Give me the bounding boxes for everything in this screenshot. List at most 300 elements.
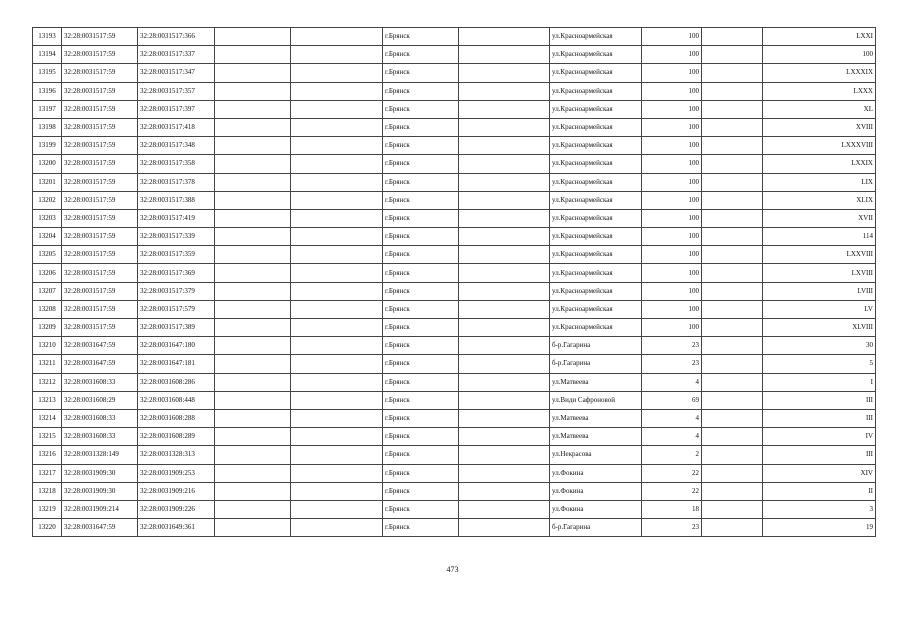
- city-cell: г.Брянск: [383, 191, 459, 209]
- house-number-cell: 4: [642, 373, 702, 391]
- city-cell: г.Брянск: [383, 482, 459, 500]
- building-number-cell: 32:28:0031909:253: [138, 464, 215, 482]
- empty-cell: [291, 319, 383, 337]
- parcel-number-cell: 32:28:0031608:33: [62, 373, 138, 391]
- empty-cell: [459, 246, 550, 264]
- city-cell: г.Брянск: [383, 246, 459, 264]
- table-row: [33, 519, 876, 537]
- empty-cell: [459, 446, 550, 464]
- building-number-cell: 32:28:0031328:313: [138, 446, 215, 464]
- house-number-cell: 4: [642, 409, 702, 427]
- table-body: [33, 28, 876, 537]
- row-id-cell: 13218: [33, 482, 62, 500]
- room-number-cell: LXVIII: [763, 264, 876, 282]
- row-id-cell: 13199: [33, 137, 62, 155]
- row-id-cell: 13207: [33, 282, 62, 300]
- row-id-cell: 13210: [33, 337, 62, 355]
- empty-cell: [459, 300, 550, 318]
- row-id-cell: 13198: [33, 118, 62, 136]
- street-cell: ул.Фокина: [550, 482, 642, 500]
- parcel-number-cell: 32:28:0031608:29: [62, 391, 138, 409]
- house-number-cell: 100: [642, 82, 702, 100]
- city-cell: г.Брянск: [383, 209, 459, 227]
- empty-cell: [459, 82, 550, 100]
- parcel-number-cell: 32:28:0031517:59: [62, 282, 138, 300]
- empty-cell: [215, 228, 291, 246]
- empty-cell: [459, 409, 550, 427]
- parcel-number-cell: 32:28:0031517:59: [62, 264, 138, 282]
- building-number-cell: 32:28:0031517:348: [138, 137, 215, 155]
- empty-cell: [215, 82, 291, 100]
- empty-cell: [459, 28, 550, 46]
- parcel-number-cell: 32:28:0031517:59: [62, 100, 138, 118]
- empty-cell: [291, 191, 383, 209]
- parcel-number-cell: 32:28:0031608:33: [62, 428, 138, 446]
- empty-cell: [702, 264, 763, 282]
- parcel-number-cell: 32:28:0031517:59: [62, 64, 138, 82]
- street-cell: ул.Красноармейская: [550, 319, 642, 337]
- parcel-number-cell: 32:28:0031517:59: [62, 82, 138, 100]
- empty-cell: [459, 173, 550, 191]
- empty-cell: [459, 46, 550, 64]
- empty-cell: [702, 519, 763, 537]
- parcel-number-cell: 32:28:0031517:59: [62, 155, 138, 173]
- house-number-cell: 22: [642, 464, 702, 482]
- empty-cell: [291, 173, 383, 191]
- street-cell: ул.Красноармейская: [550, 82, 642, 100]
- empty-cell: [459, 464, 550, 482]
- room-number-cell: LXXVIII: [763, 246, 876, 264]
- street-cell: ул.Фокина: [550, 464, 642, 482]
- building-number-cell: 32:28:0031647:180: [138, 337, 215, 355]
- empty-cell: [459, 209, 550, 227]
- row-id-cell: 13213: [33, 391, 62, 409]
- street-cell: ул.Матвеева: [550, 409, 642, 427]
- building-number-cell: 32:28:0031517:378: [138, 173, 215, 191]
- house-number-cell: 100: [642, 319, 702, 337]
- street-cell: ул.Красноармейская: [550, 228, 642, 246]
- house-number-cell: 23: [642, 337, 702, 355]
- table-row: [33, 300, 876, 318]
- table-row: [33, 228, 876, 246]
- parcel-number-cell: 32:28:0031909:30: [62, 464, 138, 482]
- house-number-cell: 100: [642, 300, 702, 318]
- room-number-cell: LV: [763, 300, 876, 318]
- house-number-cell: 100: [642, 228, 702, 246]
- empty-cell: [459, 191, 550, 209]
- room-number-cell: LIX: [763, 173, 876, 191]
- street-cell: ул.Красноармейская: [550, 46, 642, 64]
- empty-cell: [459, 355, 550, 373]
- empty-cell: [291, 428, 383, 446]
- street-cell: ул.Красноармейская: [550, 191, 642, 209]
- room-number-cell: III: [763, 391, 876, 409]
- row-id-cell: 13217: [33, 464, 62, 482]
- street-cell: ул.Красноармейская: [550, 300, 642, 318]
- city-cell: г.Брянск: [383, 137, 459, 155]
- empty-cell: [215, 246, 291, 264]
- empty-cell: [215, 391, 291, 409]
- empty-cell: [291, 482, 383, 500]
- empty-cell: [702, 409, 763, 427]
- house-number-cell: 100: [642, 137, 702, 155]
- parcel-number-cell: 32:28:0031328:149: [62, 446, 138, 464]
- building-number-cell: 32:28:0031517:337: [138, 46, 215, 64]
- parcel-number-cell: 32:28:0031517:59: [62, 137, 138, 155]
- building-number-cell: 32:28:0031909:216: [138, 482, 215, 500]
- empty-cell: [702, 373, 763, 391]
- room-number-cell: LXXX: [763, 82, 876, 100]
- row-id-cell: 13211: [33, 355, 62, 373]
- house-number-cell: 100: [642, 173, 702, 191]
- empty-cell: [702, 355, 763, 373]
- empty-cell: [702, 46, 763, 64]
- empty-cell: [215, 464, 291, 482]
- empty-cell: [215, 519, 291, 537]
- row-id-cell: 13194: [33, 46, 62, 64]
- city-cell: г.Брянск: [383, 264, 459, 282]
- parcel-number-cell: 32:28:0031517:59: [62, 28, 138, 46]
- empty-cell: [215, 355, 291, 373]
- room-number-cell: III: [763, 446, 876, 464]
- empty-cell: [291, 118, 383, 136]
- room-number-cell: II: [763, 482, 876, 500]
- house-number-cell: 100: [642, 46, 702, 64]
- page-number: 473: [446, 565, 459, 574]
- empty-cell: [702, 191, 763, 209]
- parcel-number-cell: 32:28:0031647:59: [62, 337, 138, 355]
- city-cell: г.Брянск: [383, 118, 459, 136]
- room-number-cell: LXXXIX: [763, 64, 876, 82]
- empty-cell: [215, 428, 291, 446]
- building-number-cell: 32:28:0031517:388: [138, 191, 215, 209]
- house-number-cell: 100: [642, 100, 702, 118]
- table-row: [33, 246, 876, 264]
- city-cell: г.Брянск: [383, 155, 459, 173]
- street-cell: ул.Красноармейская: [550, 137, 642, 155]
- empty-cell: [215, 446, 291, 464]
- room-number-cell: LXXXVIII: [763, 137, 876, 155]
- city-cell: г.Брянск: [383, 428, 459, 446]
- empty-cell: [702, 446, 763, 464]
- empty-cell: [291, 446, 383, 464]
- empty-cell: [215, 409, 291, 427]
- empty-cell: [702, 137, 763, 155]
- empty-cell: [459, 482, 550, 500]
- table-row: [33, 46, 876, 64]
- city-cell: г.Брянск: [383, 446, 459, 464]
- house-number-cell: 22: [642, 482, 702, 500]
- table-row: [33, 82, 876, 100]
- empty-cell: [702, 337, 763, 355]
- house-number-cell: 100: [642, 209, 702, 227]
- empty-cell: [215, 100, 291, 118]
- building-number-cell: 32:28:0031517:357: [138, 82, 215, 100]
- row-id-cell: 13201: [33, 173, 62, 191]
- table-row: [33, 64, 876, 82]
- house-number-cell: 18: [642, 500, 702, 518]
- row-id-cell: 13214: [33, 409, 62, 427]
- row-id-cell: 13200: [33, 155, 62, 173]
- table-row: [33, 100, 876, 118]
- empty-cell: [459, 100, 550, 118]
- parcel-number-cell: 32:28:0031517:59: [62, 319, 138, 337]
- building-number-cell: 32:28:0031517:397: [138, 100, 215, 118]
- street-cell: б-р.Гагарина: [550, 519, 642, 537]
- street-cell: б-р.Гагарина: [550, 355, 642, 373]
- empty-cell: [291, 155, 383, 173]
- city-cell: г.Брянск: [383, 82, 459, 100]
- row-id-cell: 13193: [33, 28, 62, 46]
- empty-cell: [702, 500, 763, 518]
- room-number-cell: LXXI: [763, 28, 876, 46]
- room-number-cell: 114: [763, 228, 876, 246]
- building-number-cell: 32:28:0031517:369: [138, 264, 215, 282]
- empty-cell: [215, 173, 291, 191]
- parcel-number-cell: 32:28:0031608:33: [62, 409, 138, 427]
- street-cell: ул.Красноармейская: [550, 64, 642, 82]
- parcel-number-cell: 32:28:0031517:59: [62, 46, 138, 64]
- row-id-cell: 13204: [33, 228, 62, 246]
- empty-cell: [459, 64, 550, 82]
- empty-cell: [459, 264, 550, 282]
- parcel-number-cell: 32:28:0031517:59: [62, 246, 138, 264]
- empty-cell: [215, 28, 291, 46]
- empty-cell: [459, 337, 550, 355]
- empty-cell: [215, 482, 291, 500]
- table-row: [33, 464, 876, 482]
- empty-cell: [291, 355, 383, 373]
- house-number-cell: 23: [642, 519, 702, 537]
- table-row: [33, 428, 876, 446]
- table-row: [33, 264, 876, 282]
- room-number-cell: I: [763, 373, 876, 391]
- table-row: [33, 28, 876, 46]
- building-number-cell: 32:28:0031517:418: [138, 118, 215, 136]
- empty-cell: [291, 500, 383, 518]
- room-number-cell: III: [763, 409, 876, 427]
- street-cell: ул.Види Сафроновой: [550, 391, 642, 409]
- empty-cell: [459, 155, 550, 173]
- row-id-cell: 13209: [33, 319, 62, 337]
- row-id-cell: 13195: [33, 64, 62, 82]
- house-number-cell: 100: [642, 118, 702, 136]
- building-number-cell: 32:28:0031517:366: [138, 28, 215, 46]
- row-id-cell: 13205: [33, 246, 62, 264]
- parcel-number-cell: 32:28:0031647:59: [62, 519, 138, 537]
- empty-cell: [291, 409, 383, 427]
- empty-cell: [702, 482, 763, 500]
- table-row: [33, 373, 876, 391]
- row-id-cell: 13220: [33, 519, 62, 537]
- building-number-cell: 32:28:0031517:347: [138, 64, 215, 82]
- empty-cell: [291, 464, 383, 482]
- row-id-cell: 13216: [33, 446, 62, 464]
- empty-cell: [702, 118, 763, 136]
- parcel-number-cell: 32:28:0031909:30: [62, 482, 138, 500]
- empty-cell: [459, 428, 550, 446]
- row-id-cell: 13219: [33, 500, 62, 518]
- table-row: [33, 337, 876, 355]
- row-id-cell: 13208: [33, 300, 62, 318]
- empty-cell: [291, 228, 383, 246]
- house-number-cell: 100: [642, 191, 702, 209]
- city-cell: г.Брянск: [383, 519, 459, 537]
- empty-cell: [702, 464, 763, 482]
- table-row: [33, 137, 876, 155]
- building-number-cell: 32:28:0031649:361: [138, 519, 215, 537]
- room-number-cell: IV: [763, 428, 876, 446]
- parcel-number-cell: 32:28:0031517:59: [62, 118, 138, 136]
- empty-cell: [215, 191, 291, 209]
- street-cell: ул.Фокина: [550, 500, 642, 518]
- room-number-cell: XLIX: [763, 191, 876, 209]
- city-cell: г.Брянск: [383, 100, 459, 118]
- building-number-cell: 32:28:0031608:289: [138, 428, 215, 446]
- city-cell: г.Брянск: [383, 28, 459, 46]
- city-cell: г.Брянск: [383, 355, 459, 373]
- room-number-cell: 30: [763, 337, 876, 355]
- room-number-cell: XIV: [763, 464, 876, 482]
- house-number-cell: 23: [642, 355, 702, 373]
- room-number-cell: LXXIX: [763, 155, 876, 173]
- house-number-cell: 100: [642, 64, 702, 82]
- parcel-number-cell: 32:28:0031517:59: [62, 228, 138, 246]
- empty-cell: [291, 300, 383, 318]
- building-number-cell: 32:28:0031517:419: [138, 209, 215, 227]
- parcel-number-cell: 32:28:0031647:59: [62, 355, 138, 373]
- room-number-cell: XVIII: [763, 118, 876, 136]
- city-cell: г.Брянск: [383, 319, 459, 337]
- empty-cell: [702, 155, 763, 173]
- empty-cell: [215, 209, 291, 227]
- row-id-cell: 13215: [33, 428, 62, 446]
- empty-cell: [702, 64, 763, 82]
- city-cell: г.Брянск: [383, 337, 459, 355]
- house-number-cell: 100: [642, 28, 702, 46]
- city-cell: г.Брянск: [383, 228, 459, 246]
- city-cell: г.Брянск: [383, 373, 459, 391]
- street-cell: ул.Красноармейская: [550, 264, 642, 282]
- empty-cell: [215, 264, 291, 282]
- building-number-cell: 32:28:0031517:379: [138, 282, 215, 300]
- city-cell: г.Брянск: [383, 464, 459, 482]
- empty-cell: [215, 155, 291, 173]
- street-cell: ул.Матвеева: [550, 373, 642, 391]
- table-row: [33, 391, 876, 409]
- city-cell: г.Брянск: [383, 300, 459, 318]
- empty-cell: [459, 282, 550, 300]
- street-cell: ул.Матвеева: [550, 428, 642, 446]
- building-number-cell: 32:28:0031608:448: [138, 391, 215, 409]
- empty-cell: [459, 500, 550, 518]
- table-row: [33, 191, 876, 209]
- empty-cell: [702, 391, 763, 409]
- table-row: [33, 282, 876, 300]
- city-cell: г.Брянск: [383, 500, 459, 518]
- empty-cell: [702, 82, 763, 100]
- street-cell: ул.Некрасова: [550, 446, 642, 464]
- street-cell: ул.Красноармейская: [550, 246, 642, 264]
- building-number-cell: 32:28:0031909:226: [138, 500, 215, 518]
- empty-cell: [291, 28, 383, 46]
- empty-cell: [459, 391, 550, 409]
- city-cell: г.Брянск: [383, 173, 459, 191]
- room-number-cell: XVII: [763, 209, 876, 227]
- row-id-cell: 13203: [33, 209, 62, 227]
- street-cell: ул.Красноармейская: [550, 100, 642, 118]
- street-cell: ул.Красноармейская: [550, 209, 642, 227]
- building-number-cell: 32:28:0031517:358: [138, 155, 215, 173]
- empty-cell: [291, 373, 383, 391]
- empty-cell: [215, 64, 291, 82]
- table-row: [33, 500, 876, 518]
- empty-cell: [702, 228, 763, 246]
- table-row: [33, 319, 876, 337]
- table-row: [33, 446, 876, 464]
- city-cell: г.Брянск: [383, 64, 459, 82]
- empty-cell: [291, 337, 383, 355]
- building-number-cell: 32:28:0031517:389: [138, 319, 215, 337]
- building-number-cell: 32:28:0031517:359: [138, 246, 215, 264]
- street-cell: б-р.Гагарина: [550, 337, 642, 355]
- empty-cell: [702, 173, 763, 191]
- table-row: [33, 209, 876, 227]
- building-number-cell: 32:28:0031647:181: [138, 355, 215, 373]
- empty-cell: [702, 282, 763, 300]
- table-row: [33, 118, 876, 136]
- row-id-cell: 13202: [33, 191, 62, 209]
- room-number-cell: XL: [763, 100, 876, 118]
- room-number-cell: 5: [763, 355, 876, 373]
- empty-cell: [291, 246, 383, 264]
- empty-cell: [215, 319, 291, 337]
- empty-cell: [702, 28, 763, 46]
- row-id-cell: 13196: [33, 82, 62, 100]
- empty-cell: [702, 319, 763, 337]
- empty-cell: [459, 228, 550, 246]
- empty-cell: [215, 137, 291, 155]
- empty-cell: [702, 428, 763, 446]
- room-number-cell: 100: [763, 46, 876, 64]
- empty-cell: [291, 209, 383, 227]
- empty-cell: [291, 519, 383, 537]
- city-cell: г.Брянск: [383, 391, 459, 409]
- street-cell: ул.Красноармейская: [550, 118, 642, 136]
- row-id-cell: 13206: [33, 264, 62, 282]
- empty-cell: [215, 282, 291, 300]
- house-number-cell: 100: [642, 155, 702, 173]
- empty-cell: [291, 46, 383, 64]
- empty-cell: [291, 391, 383, 409]
- empty-cell: [215, 46, 291, 64]
- street-cell: ул.Красноармейская: [550, 173, 642, 191]
- empty-cell: [215, 373, 291, 391]
- table-row: [33, 355, 876, 373]
- register-table: [32, 27, 876, 537]
- empty-cell: [459, 137, 550, 155]
- empty-cell: [291, 64, 383, 82]
- house-number-cell: 100: [642, 282, 702, 300]
- empty-cell: [291, 264, 383, 282]
- house-number-cell: 100: [642, 246, 702, 264]
- building-number-cell: 32:28:0031517:339: [138, 228, 215, 246]
- room-number-cell: LVIII: [763, 282, 876, 300]
- street-cell: ул.Красноармейская: [550, 155, 642, 173]
- building-number-cell: 32:28:0031608:286: [138, 373, 215, 391]
- parcel-number-cell: 32:28:0031517:59: [62, 191, 138, 209]
- empty-cell: [291, 100, 383, 118]
